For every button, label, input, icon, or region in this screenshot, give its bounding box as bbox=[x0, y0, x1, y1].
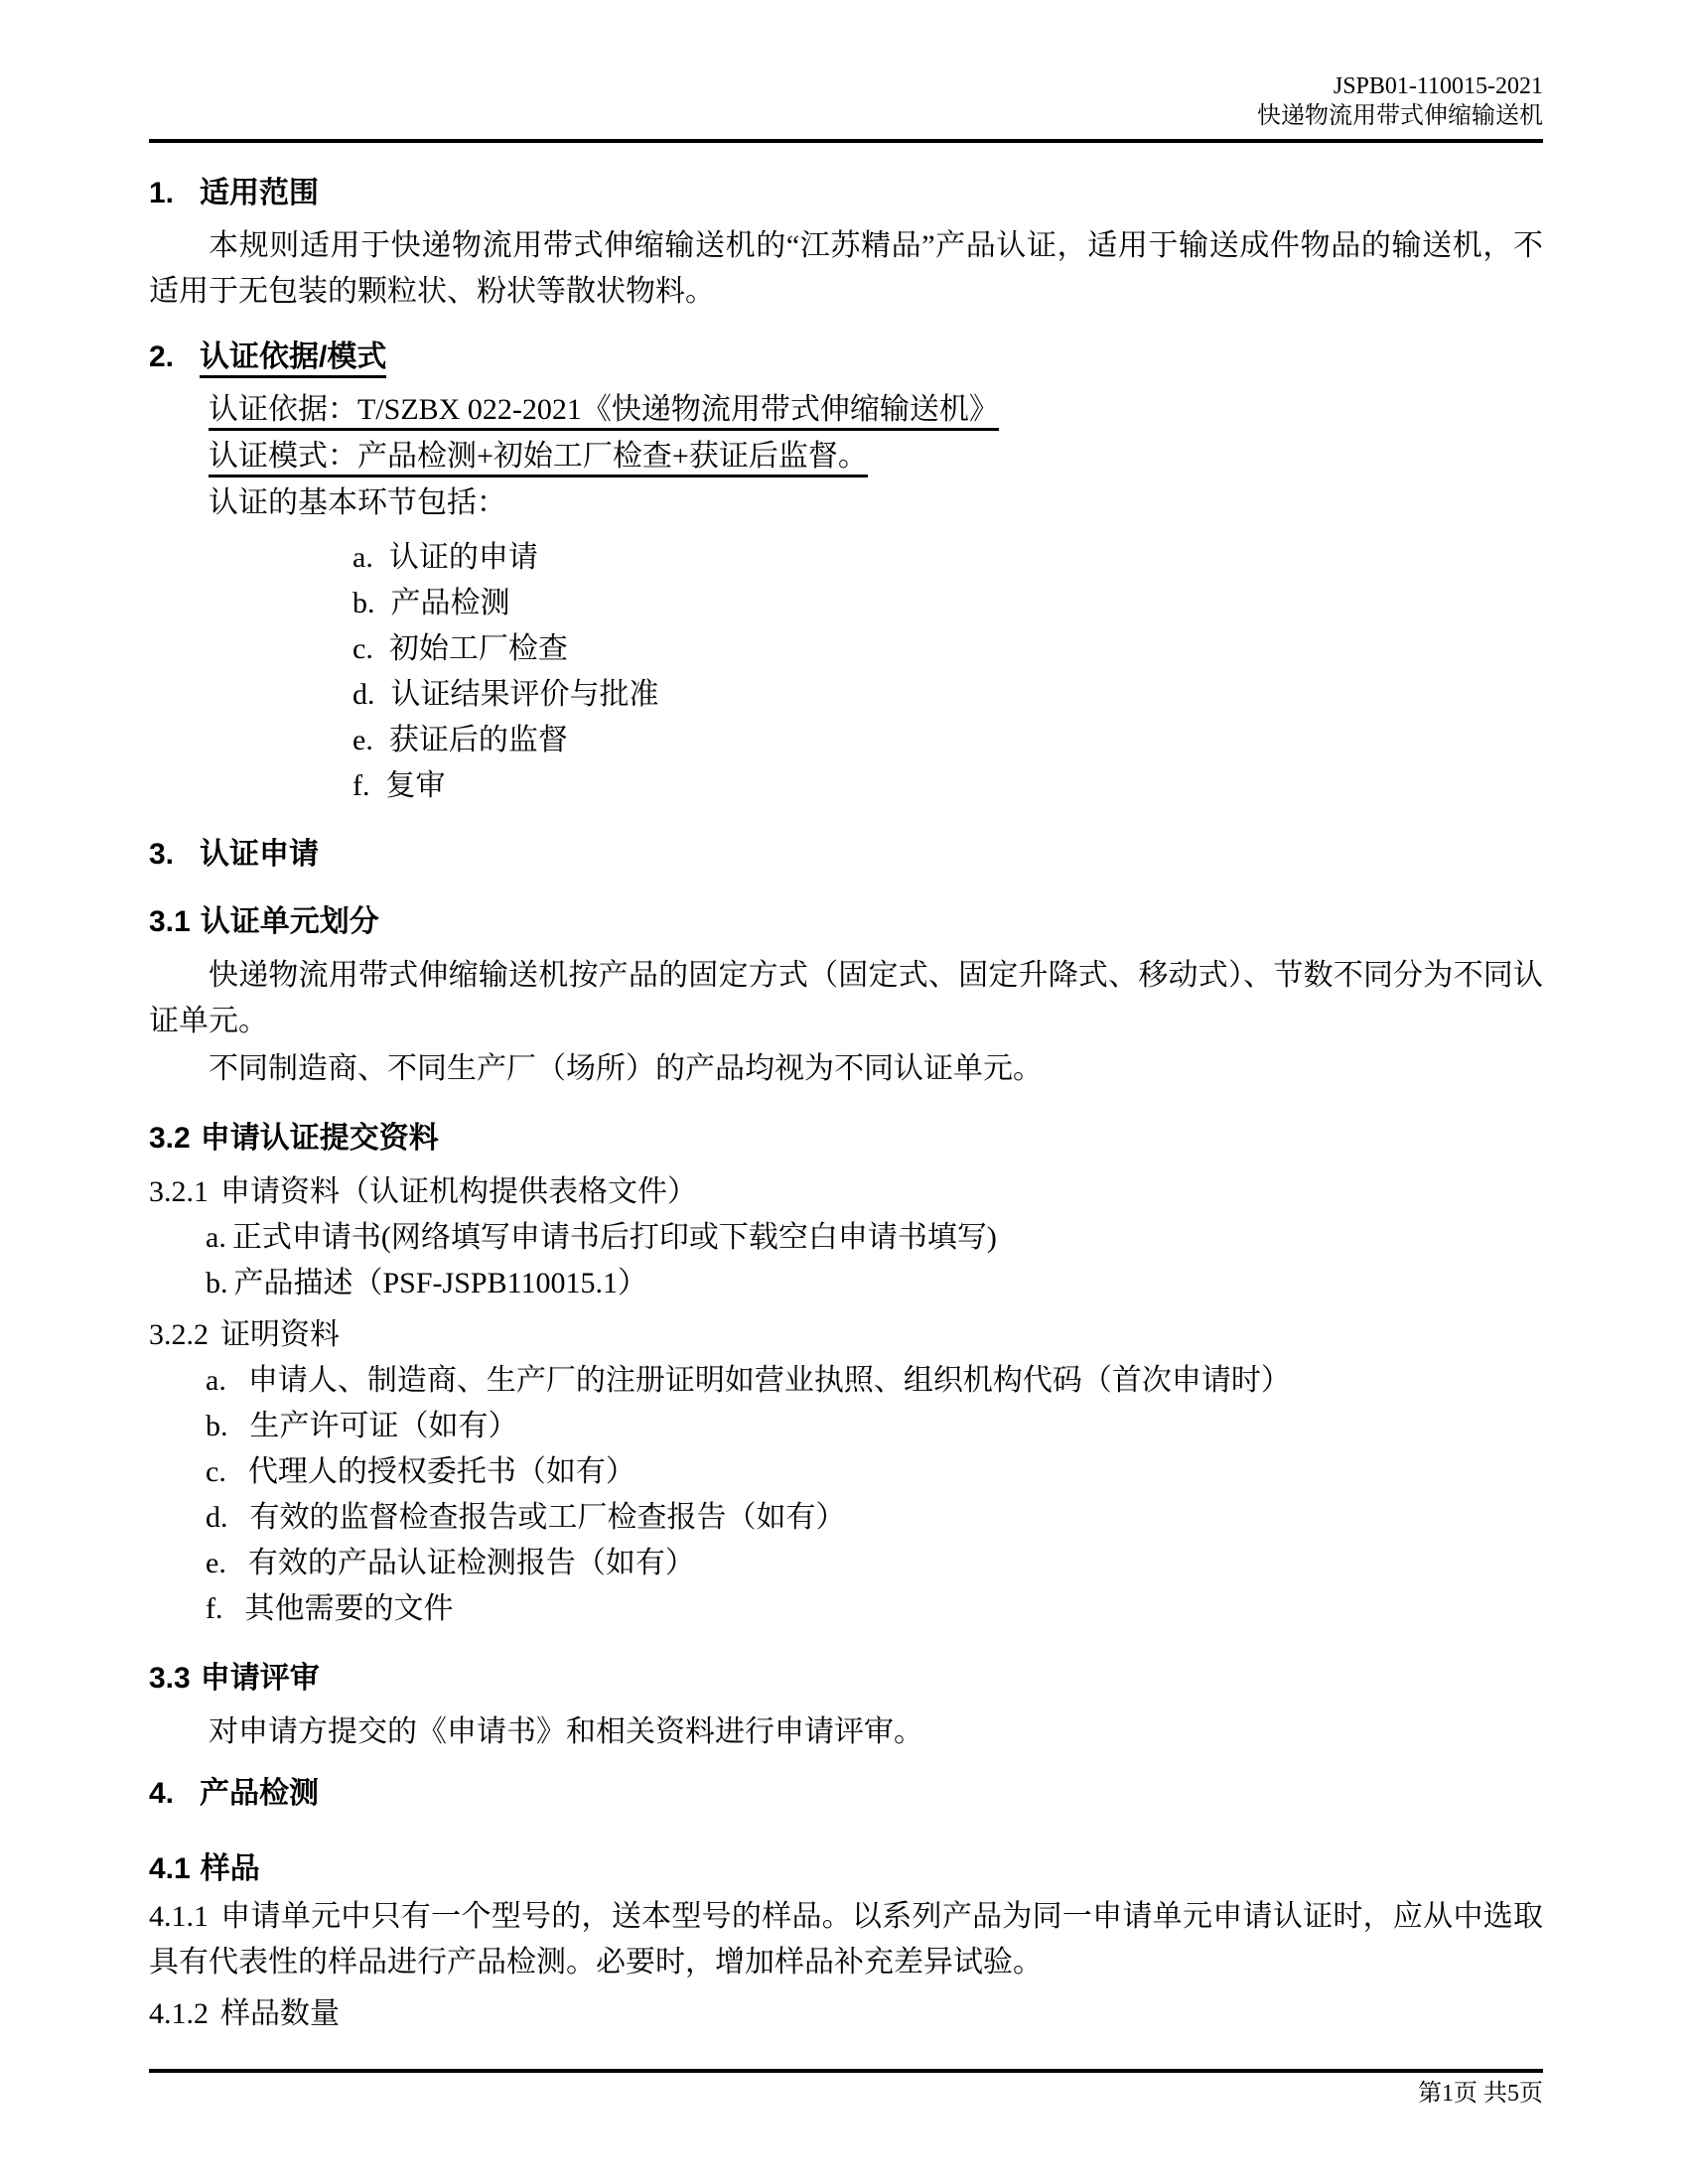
list-item-text: 认证结果评价与批准 bbox=[390, 678, 659, 711]
list-item-label: e. bbox=[206, 1547, 226, 1579]
section-2-number: 2. bbox=[149, 341, 175, 373]
section-4-1-number: 4.1 bbox=[149, 1852, 191, 1885]
list-item-label: f. bbox=[352, 769, 370, 802]
section-4-1-2-title: 样品数量 bbox=[220, 1997, 340, 2030]
list-item-label: b. bbox=[206, 1410, 228, 1442]
list-item-label: a. bbox=[206, 1364, 226, 1397]
page-number: 第1页 共5页 bbox=[1418, 2081, 1543, 2107]
list-item-text: 正式申请书(网络填写申请书后打印或下载空白申请书填写) bbox=[231, 1221, 997, 1254]
section-3-number: 3. bbox=[149, 838, 175, 871]
footer-rule bbox=[149, 2069, 1543, 2073]
section-3-title: 认证申请 bbox=[200, 838, 320, 871]
list-item-text: 初始工厂检查 bbox=[388, 632, 568, 665]
section-3-2-1-title: 申请资料（认证机构提供表格文件） bbox=[220, 1175, 697, 1208]
list-item-text: 有效的产品认证检测报告（如有） bbox=[247, 1547, 695, 1579]
section-3-2-1-heading bbox=[149, 1169, 1543, 1215]
certification-steps-list bbox=[149, 535, 1543, 809]
section-3-2-heading bbox=[149, 1116, 1543, 1161]
section-4-1-1-number: 4.1.1 bbox=[149, 1900, 209, 1933]
section-4-title: 产品检测 bbox=[200, 1777, 320, 1810]
list-item-text: 有效的监督检查报告或工厂检查报告（如有） bbox=[249, 1501, 846, 1534]
list-item bbox=[352, 581, 1543, 626]
section-3-1-paragraph-1: 快递物流用带式伸缩输送机按产品的固定方式（固定式、固定升降式、移动式）、节数不同分为不同认证单元。 bbox=[149, 959, 1543, 1037]
section-3-1-title: 认证单元划分 bbox=[200, 905, 379, 938]
section-4-number: 4. bbox=[149, 1777, 175, 1810]
list-item bbox=[352, 718, 1543, 763]
section-4-1-1-paragraph bbox=[149, 1894, 1543, 1985]
certification-basis-text: 认证依据：T/SZBX 022-2021《快递物流用带式伸缩输送机》 bbox=[209, 393, 999, 431]
list-item-label: b. bbox=[352, 587, 375, 619]
list-item-label: f. bbox=[206, 1592, 223, 1625]
list-item-label: d. bbox=[352, 678, 375, 711]
list-item-text: 复审 bbox=[385, 769, 446, 802]
list-item bbox=[206, 1541, 1543, 1586]
section-3-2-number: 3.2 bbox=[149, 1122, 191, 1155]
steps-intro: 认证的基本环节包括： bbox=[209, 486, 506, 519]
list-item bbox=[206, 1449, 1543, 1495]
list-item-label: c. bbox=[206, 1455, 226, 1488]
list-item bbox=[352, 535, 1543, 581]
section-3-heading bbox=[149, 832, 1543, 878]
list-item-label: d. bbox=[206, 1501, 228, 1534]
section-3-2-1-number: 3.2.1 bbox=[149, 1175, 209, 1208]
section-1-number: 1. bbox=[149, 177, 175, 209]
list-item bbox=[206, 1215, 1543, 1261]
list-item bbox=[206, 1358, 1543, 1404]
list-item-text: 其他需要的文件 bbox=[244, 1592, 454, 1625]
list-item-label: b. bbox=[206, 1267, 228, 1299]
section-3-2-title: 申请认证提交资料 bbox=[200, 1122, 439, 1155]
list-item-text: 产品检测 bbox=[390, 587, 510, 619]
header-doc-title: 快递物流用带式伸缩输送机 bbox=[1257, 103, 1543, 129]
list-item bbox=[352, 763, 1543, 809]
section-4-heading bbox=[149, 1771, 1543, 1817]
certification-mode-line bbox=[149, 434, 1543, 479]
certification-mode-text: 认证模式：产品检测+初始工厂检查+获证后监督。 bbox=[209, 440, 868, 478]
list-item-text: 生产许可证（如有） bbox=[249, 1410, 518, 1442]
section-3-2-2-number: 3.2.2 bbox=[149, 1318, 209, 1351]
list-item-text: 代理人的授权委托书（如有） bbox=[247, 1455, 635, 1488]
header-rule bbox=[149, 139, 1543, 143]
section-3-1-number: 3.1 bbox=[149, 905, 191, 938]
section-3-3-title: 申请评审 bbox=[200, 1662, 320, 1695]
section-3-3-paragraph: 对申请方提交的《申请书》和相关资料进行申请评审。 bbox=[209, 1715, 923, 1748]
list-item-text: 申请人、制造商、生产厂的注册证明如营业执照、组织机构代码（首次申请时） bbox=[247, 1364, 1291, 1397]
page-footer bbox=[149, 2069, 1543, 2109]
list-item-text: 认证的申请 bbox=[388, 541, 538, 574]
section-1-paragraph: 本规则适用于快递物流用带式伸缩输送机的“江苏精品”产品认证，适用于输送成件物品的输送机，不适用于无包装的颗粒状、粉状等散状物料。 bbox=[149, 229, 1543, 308]
certification-basis-line bbox=[149, 387, 1543, 433]
list-item bbox=[206, 1404, 1543, 1449]
section-4-1-heading bbox=[149, 1846, 1543, 1892]
list-item bbox=[206, 1586, 1543, 1632]
list-item bbox=[352, 672, 1543, 718]
section-1-heading bbox=[149, 171, 1543, 216]
list-item-label: e. bbox=[352, 724, 373, 756]
section-4-1-2-number: 4.1.2 bbox=[149, 1997, 209, 2030]
section-3-3-number: 3.3 bbox=[149, 1662, 191, 1695]
section-3-3-heading bbox=[149, 1656, 1543, 1702]
section-2-heading bbox=[149, 335, 1543, 380]
application-documents-list bbox=[149, 1215, 1543, 1306]
list-item bbox=[206, 1261, 1543, 1306]
section-4-1-1-text: 申请单元中只有一个型号的，送本型号的样品。以系列产品为同一申请单元申请认证时，应从中选取具有代表性的样品进行产品检测。必要时，增加样品补充差异试验。 bbox=[149, 1900, 1543, 1979]
section-3-1-heading bbox=[149, 899, 1543, 945]
section-3-2-2-title: 证明资料 bbox=[220, 1318, 340, 1351]
section-4-1-title: 样品 bbox=[200, 1852, 260, 1885]
page-header bbox=[149, 0, 1543, 131]
list-item bbox=[206, 1495, 1543, 1541]
list-item-label: a. bbox=[206, 1221, 226, 1254]
section-3-1-paragraph-2: 不同制造商、不同生产厂（场所）的产品均视为不同认证单元。 bbox=[209, 1052, 1043, 1085]
list-item bbox=[352, 626, 1543, 672]
list-item-label: a. bbox=[352, 541, 373, 574]
header-doc-number: JSPB01-110015-2021 bbox=[1333, 73, 1543, 99]
proof-documents-list bbox=[149, 1358, 1543, 1632]
section-4-1-2-heading bbox=[149, 1991, 1543, 2037]
list-item-text: 产品描述（PSF-JSPB110015.1） bbox=[233, 1267, 647, 1299]
section-3-2-2-heading bbox=[149, 1312, 1543, 1358]
section-1-title: 适用范围 bbox=[200, 177, 320, 209]
section-2-title: 认证依据/模式 bbox=[200, 341, 386, 378]
list-item-text: 获证后的监督 bbox=[388, 724, 568, 756]
list-item-label: c. bbox=[352, 632, 373, 665]
